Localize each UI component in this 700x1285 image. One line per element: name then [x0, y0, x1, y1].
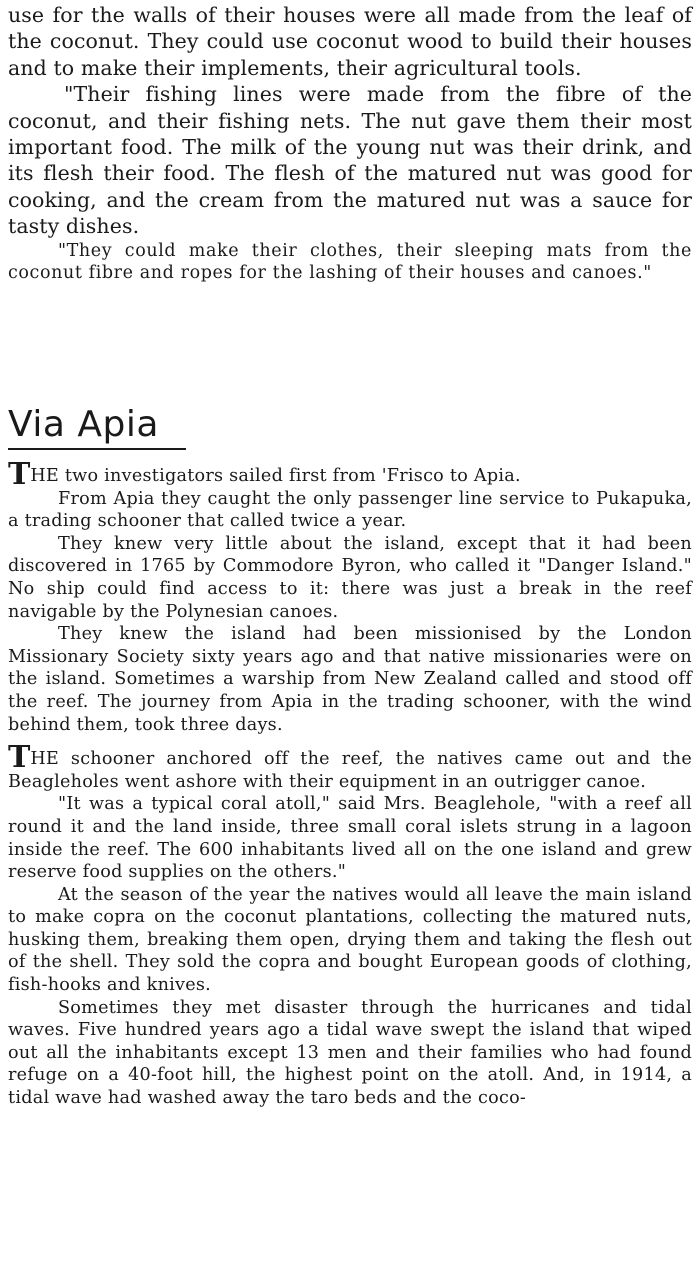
intro-paragraph-3: "They could make their clothes, their sleeping mats from the coconut fibre and ropes for the lashing of their houses and canoes." — [8, 240, 692, 283]
intro-paragraph-2: "Their fishing lines were made from the fibre of the coconut, and their fishing nets. The nut gave them their most important food. The milk of the young nut was their drink, and its flesh their food. The flesh of the matured nut was good for cooking, and the cream from the matured nut was a sauce for tasty dishes. — [8, 82, 692, 239]
intro-text-block — [8, 2, 692, 284]
body-paragraph-b1: "It was a typical coral atoll," said Mrs. Beaglehole, "with a reef all round it and the land inside, three small coral islets strung in a lagoon inside the reef. The 600 inhabitants lived all on the one island and grew reserve food supplies on the others." — [8, 794, 692, 883]
section-heading: Via Apia — [8, 404, 159, 445]
dropcap-letter-2: T — [8, 740, 31, 776]
body-paragraph-a2: They knew very little about the island, except that it had been discovered in 1765 by Commodore Byron, who called it "Danger Island." No ship could find access to it: there was just a break in the reef navigable by the Polynesian canoes. — [8, 533, 692, 622]
dropcap-letter-1: T — [8, 457, 31, 492]
body-paragraph-opening — [8, 457, 692, 492]
body-paragraph-b2: At the season of the year the natives would all leave the main island to make copra on the coconut plantations, collecting the matured nuts, husking them, breaking them open, drying them and taking the flesh out of the shell. They sold the copra and bought European goods of clothing, fish-hooks and knives. — [8, 884, 692, 996]
body-paragraph-b3: Sometimes they met disaster through the hurricanes and tidal waves. Five hundred years ago a tidal wave swept the island that wiped out all the inhabitants except 13 men and their families who had found refuge on a 40-foot hill, the highest point on the atoll. And, in 1914, a tidal wave had washed away the taro beds and the coco- — [8, 997, 692, 1109]
opening-sentence: HE two investigators sailed first from 'Frisco to Apia. — [30, 466, 521, 486]
article-body — [8, 457, 692, 1110]
body-paragraph-a1: From Apia they caught the only passenger line service to Pukapuka, a trading schooner that called twice a year. — [8, 488, 692, 532]
body-paragraph-a3: They knew the island had been missionised by the London Missionary Society sixty years ago and that native missionaries were on the island. Sometimes a warship from New Zealand called and stood off the reef. The journey from Apia in the trading schooner, with the wind behind them, took three days. — [8, 624, 692, 735]
body-paragraph-second-opening — [8, 740, 692, 793]
section-heading-block — [8, 404, 186, 452]
second-opening-sentence: HE schooner anchored off the reef, the natives came out and the Beagleholes went ashore with their equipment in an outrigger canoe. — [8, 749, 692, 792]
heading-underline — [8, 448, 186, 450]
intro-paragraph-1: use for the walls of their houses were all made from the leaf of the coconut. They could use coconut wood to build their houses and to make their implements, their agricultural tools. — [8, 3, 692, 80]
